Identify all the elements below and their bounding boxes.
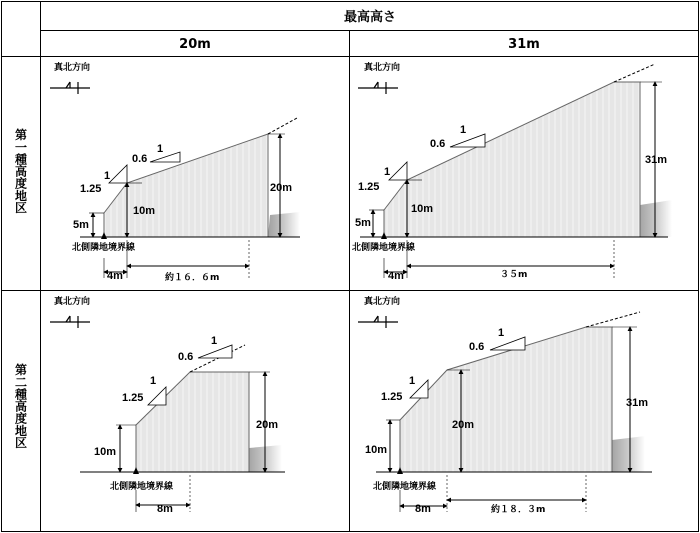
slope1-rise: 1 (409, 375, 416, 387)
header-col-31m: 31m (508, 37, 540, 52)
panel-type2-20m (50, 295, 285, 515)
boundary-label: 北側隣地境界線 (373, 482, 437, 492)
dim-width-1: 4m (388, 270, 404, 282)
dim-width-2: ３５m (500, 270, 528, 280)
slope1-rise: 1 (384, 166, 391, 178)
dim-height-base: 5m (73, 219, 89, 231)
dim-height-mid: 20m (452, 419, 475, 431)
dim-height-base: 10m (94, 446, 117, 458)
north-direction-label: 真北方向 (54, 63, 91, 73)
slope1-rise: 1 (150, 375, 157, 387)
slope2-rise: 1 (211, 335, 218, 347)
north-arrow-icon (50, 316, 90, 328)
panel-type1-20m (50, 61, 300, 283)
dim-width-1: 4m (107, 270, 123, 282)
slope-triangle-gentle (450, 134, 485, 147)
slope2-run: 0.6 (132, 153, 148, 165)
slope2-rise: 1 (460, 124, 467, 136)
slope2-run: 0.6 (469, 341, 485, 353)
slope1-run: 1.25 (122, 392, 144, 404)
slope-triangle-steep (148, 387, 166, 405)
row-label-2: 第二種高度地区 (14, 363, 28, 450)
dim-width-2: 約１６．６m (165, 273, 220, 283)
dim-height-base: 10m (365, 444, 388, 456)
boundary-label: 北側隣地境界線 (72, 243, 136, 253)
row-label-1: 第一種高度地区 (14, 128, 28, 215)
shadow (610, 436, 645, 472)
slope2-run: 0.6 (430, 138, 446, 150)
boundary-label: 北側隣地境界線 (352, 243, 416, 253)
north-arrow-icon (358, 82, 398, 94)
dim-width-1: 8m (157, 503, 173, 515)
dim-height-max: 31m (626, 397, 649, 409)
north-direction-label: 真北方向 (54, 297, 91, 307)
dim-height-max: 31m (645, 154, 668, 166)
north-direction-label: 真北方向 (364, 297, 401, 307)
slope-triangle-steep (389, 162, 407, 180)
slope1-rise: 1 (104, 170, 111, 182)
header-title: 最高高さ (343, 10, 397, 25)
panel-type2-31m (358, 295, 652, 515)
dim-height-max: 20m (256, 419, 279, 431)
slope-triangle-gentle (150, 152, 180, 162)
header-col-20m: 20m (179, 37, 211, 52)
dim-width-1: 8m (415, 503, 431, 515)
dim-height-mid: 10m (411, 203, 434, 215)
boundary-label: 北側隣地境界線 (110, 482, 174, 492)
dim-width-2: 約１８．３m (491, 505, 546, 515)
slope2-rise: 1 (157, 143, 164, 155)
shadow (268, 212, 300, 237)
panel-type1-31m (352, 61, 672, 282)
dim-height-mid: 10m (133, 205, 156, 217)
dim-height-base: 5m (355, 217, 371, 229)
building-envelope (136, 372, 249, 472)
building-envelope (104, 134, 268, 237)
slope2-rise: 1 (498, 327, 505, 339)
slope-triangle-gentle (490, 337, 525, 350)
slope1-run: 1.25 (358, 181, 380, 193)
slope1-run: 1.25 (80, 183, 102, 195)
slope2-run: 0.6 (178, 351, 194, 363)
north-arrow-icon (358, 316, 398, 328)
slope-triangle-steep (109, 165, 127, 183)
dim-height-max: 20m (270, 182, 293, 194)
north-arrow-icon (50, 82, 90, 94)
slope1-run: 1.25 (381, 391, 403, 403)
north-direction-label: 真北方向 (364, 63, 401, 73)
